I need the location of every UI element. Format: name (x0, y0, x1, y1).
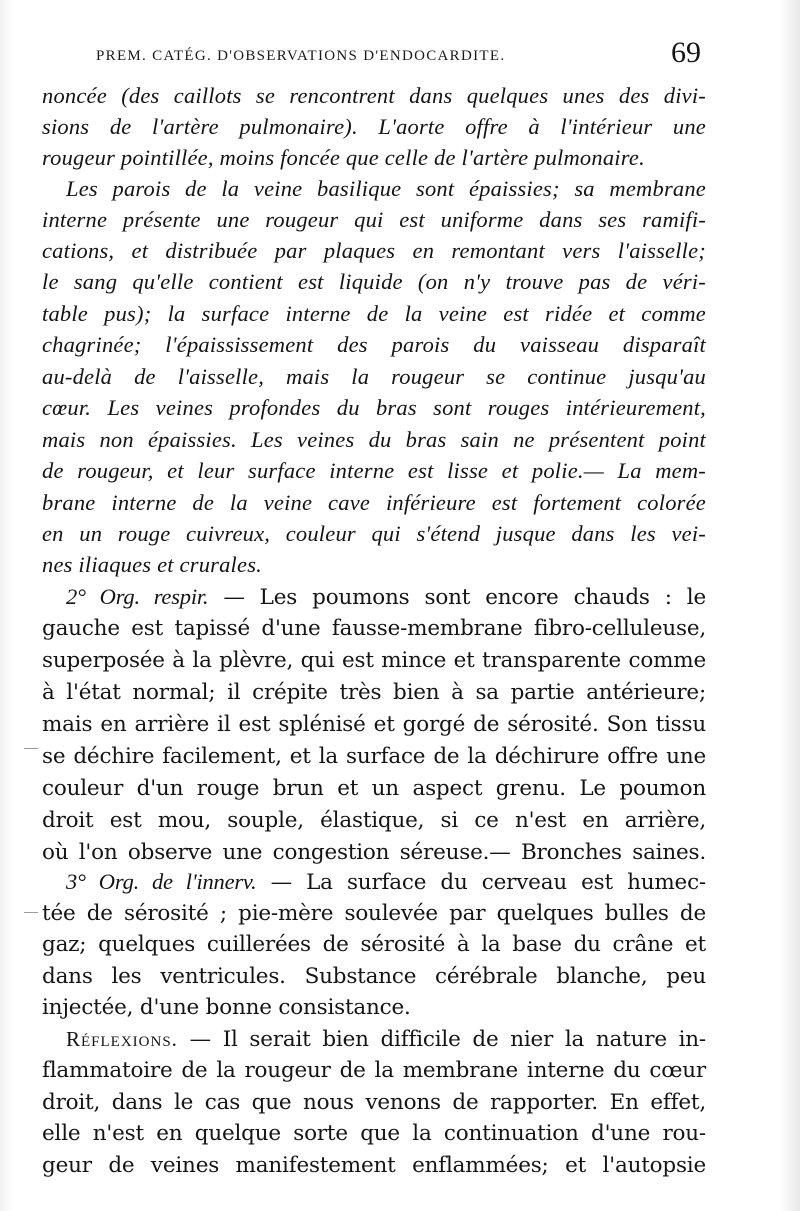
text-segment: — Il serait bien difficile de nier la nature in- (177, 1027, 706, 1052)
page-number: 69 (671, 36, 701, 69)
text-line: à l'état normal; il crépite très bien à sa partie antérieure; (42, 680, 706, 705)
text-line: mais en arrière il est splénisé et gorgé de sérosité. Son tissu (42, 712, 706, 737)
text-segment: — Les poumons sont encore chauds : le (208, 585, 706, 610)
text-line: flammatoire de la rougeur de la membrane interne du cœur (42, 1058, 706, 1083)
text-line (66, 1024, 706, 1055)
text-line: cœur. Les veines profondes du bras sont rouges intérieurement, (42, 395, 706, 420)
running-head: PREM. CATÉG. D'OBSERVATIONS D'ENDOCARDITE. (96, 48, 506, 64)
text-line: de rougeur, et leur surface interne est lisse et polie.— La mem- (42, 458, 706, 483)
text-line: brane interne de la veine cave inférieure est fortement colorée (42, 490, 706, 515)
text-line: noncée (des caillots se rencontrent dans quelques unes des divi- (42, 83, 706, 108)
text-line: table pus); la surface interne de la veine est ridée et comme (42, 301, 706, 326)
text-line: dans les ventricules. Substance cérébrale blanche, peu (42, 964, 706, 989)
text-line: interne présente une rougeur qui est uniforme dans ses ramifi- (42, 207, 706, 232)
text-line: en un rouge cuivreux, couleur qui s'étend jusque dans les vei- (42, 521, 706, 546)
text-line: sions de l'artère pulmonaire). L'aorte offre à l'intérieur une (42, 114, 706, 139)
text-line (66, 581, 706, 612)
text-line (66, 866, 706, 897)
text-line: gaz; quelques cuillerées de sérosité à la base du crâne et (42, 932, 706, 957)
text-line: le sang qu'elle contient est liquide (on n'y trouve pas de véri- (42, 269, 706, 294)
section-label: Réflexions. (66, 1027, 178, 1051)
text-line: gauche est tapissé d'une fausse-membrane fibro-celluleuse, (42, 616, 706, 641)
text-line: injectée, d'une bonne consistance. (42, 995, 411, 1020)
section-label: 3° Org. de l'innerv. (66, 869, 257, 894)
text-line: rougeur pointillée, moins foncée que celle de l'artère pulmonaire. (42, 145, 645, 170)
text-line: geur de veines manifestement enflammées; et l'autopsie (42, 1153, 706, 1178)
text-line: se déchire facilement, et la surface de la déchirure offre une (42, 744, 706, 769)
text-line: chagrinée; l'épaississement des parois du vaisseau disparaît (42, 332, 706, 357)
text-line: superposée à la plèvre, qui est mince et transparente comme (42, 648, 706, 673)
section-label: 2° Org. respir. (66, 584, 209, 609)
text-line: cations, et distribuée par plaques en remontant vers l'aisselle; (42, 238, 706, 263)
text-line: mais non épaissies. Les veines du bras sain ne présentent point (42, 427, 706, 452)
text-line: droit, dans le cas que nous venons de rapporter. En effet, (42, 1090, 706, 1115)
text-line: couleur d'un rouge brun et un aspect grenu. Le poumon (42, 776, 706, 801)
text-line: où l'on observe une congestion séreuse.— Bronches saines. (42, 840, 706, 865)
margin-mark (24, 748, 38, 749)
text-line: Les parois de la veine basilique sont épaissies; sa membrane (66, 176, 706, 201)
margin-mark (24, 912, 38, 913)
text-line: droit est mou, souple, élastique, si ce n'est en arrière, (42, 808, 706, 833)
text-line: nes iliaques et crurales. (42, 552, 262, 577)
text-line: elle n'est en quelque sorte que la continuation d'une rou- (42, 1121, 706, 1146)
text-segment: — La surface du cerveau est humec- (256, 870, 706, 895)
text-line: au-delà de l'aisselle, mais la rougeur se continue jusqu'au (42, 364, 706, 389)
text-line: tée de sérosité ; pie-mère soulevée par quelques bulles de (42, 901, 706, 926)
